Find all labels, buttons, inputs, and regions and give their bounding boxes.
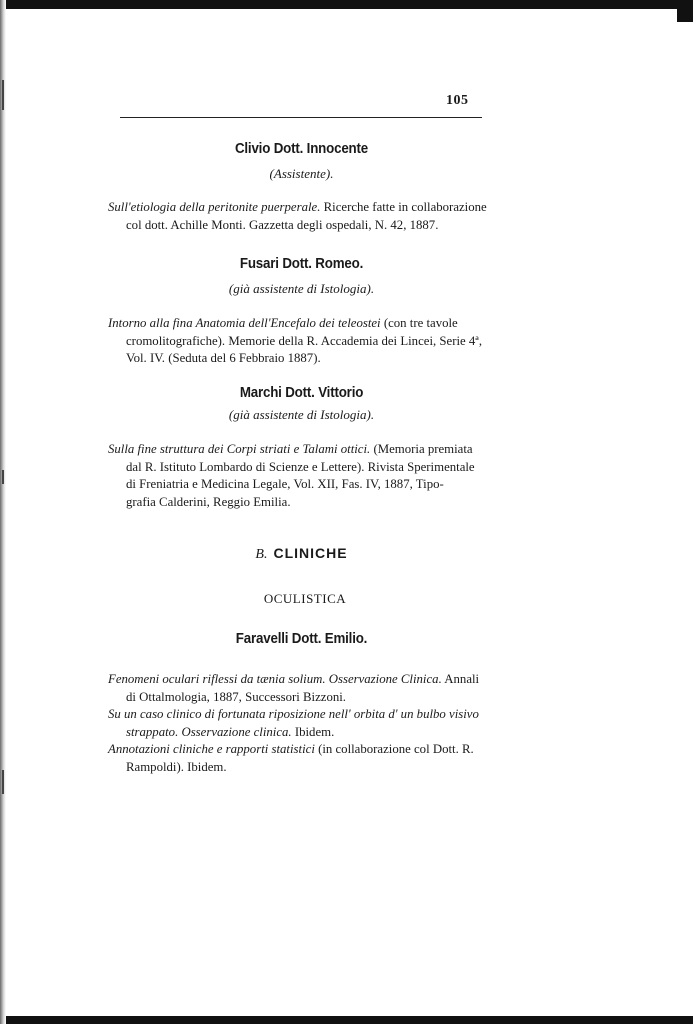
entry-line: Fenomeni oculari riflessi da tænia solium. Osservazione Clinica. Annali: [108, 672, 480, 686]
entry-line: Rampoldi). Ibidem.: [126, 759, 227, 774]
bibliography-entry: [108, 671, 494, 706]
section-letter: B.: [255, 547, 268, 562]
entry-line: di Ottalmologia, 1887, Successori Bizzoni.: [126, 689, 347, 704]
page-number: 105: [446, 93, 469, 108]
author-heading: Faravelli Dott. Emilio.: [235, 631, 368, 647]
section-heading: [0, 545, 603, 563]
bibliography-entry: [108, 315, 494, 368]
scan-corner-mark: [677, 0, 693, 22]
header-rule: [120, 117, 482, 118]
scan-border-left: [0, 0, 6, 1024]
entry-line: dal R. Istituto Lombardo di Scienze e Lettere). Rivista Sperimentale: [126, 459, 475, 474]
bibliography-entry: [108, 441, 494, 511]
author-role: (già assistente di Istologia).: [228, 281, 375, 296]
entry-line: Vol. IV. (Seduta del 6 Febbraio 1887).: [126, 351, 321, 365]
entry-line: Intorno alla fina Anatomia dell'Encefalo dei teleostei (con tre tavole: [108, 316, 458, 330]
entry-line: strappato. Osservazione clinica. Ibidem.: [126, 724, 335, 739]
bibliography-entry: [108, 741, 494, 776]
entry-line: Annotazioni cliniche e rapporti statistici (in collaborazione col Dott. R.: [108, 742, 474, 756]
scan-edge-mark: [2, 770, 4, 794]
entry-line: Su un caso clinico di fortunata riposizione nell' orbita d' un bulbo visivo: [108, 707, 479, 721]
entry-line: Sulla fine struttura dei Corpi striati e Talami ottici. (Memoria premiata: [108, 442, 473, 456]
author-role: (già assistente di Istologia).: [228, 407, 375, 422]
subsection-heading: OCULISTICA: [263, 591, 347, 606]
scan-border-top: [0, 0, 693, 9]
bibliography-entry: [108, 199, 494, 234]
scan-border-bottom: [0, 1016, 693, 1024]
entry-line: col dott. Achille Monti. Gazzetta degli ospedali, N. 42, 1887.: [126, 217, 439, 232]
scan-edge-mark: [2, 470, 4, 484]
author-role: (Assistente).: [269, 166, 334, 181]
author-heading: Clivio Dott. Innocente: [234, 141, 369, 157]
entry-line: grafia Calderini, Reggio Emilia.: [126, 494, 291, 509]
author-heading: Fusari Dott. Romeo.: [239, 256, 364, 272]
section-title: CLINICHE: [273, 545, 348, 561]
entry-line: di Freniatria e Medicina Legale, Vol. XII, Fas. IV, 1887, Tipo-: [126, 477, 444, 491]
entry-line: cromolitografiche). Memorie della R. Accademia dei Lincei, Serie 4ª,: [126, 333, 483, 348]
scan-edge-mark: [2, 80, 4, 110]
bibliography-entry: [108, 706, 494, 741]
entry-line: Sull'etiologia della peritonite puerperale. Ricerche fatte in collaborazione: [108, 200, 487, 214]
author-heading: Marchi Dott. Vittorio: [239, 385, 364, 401]
